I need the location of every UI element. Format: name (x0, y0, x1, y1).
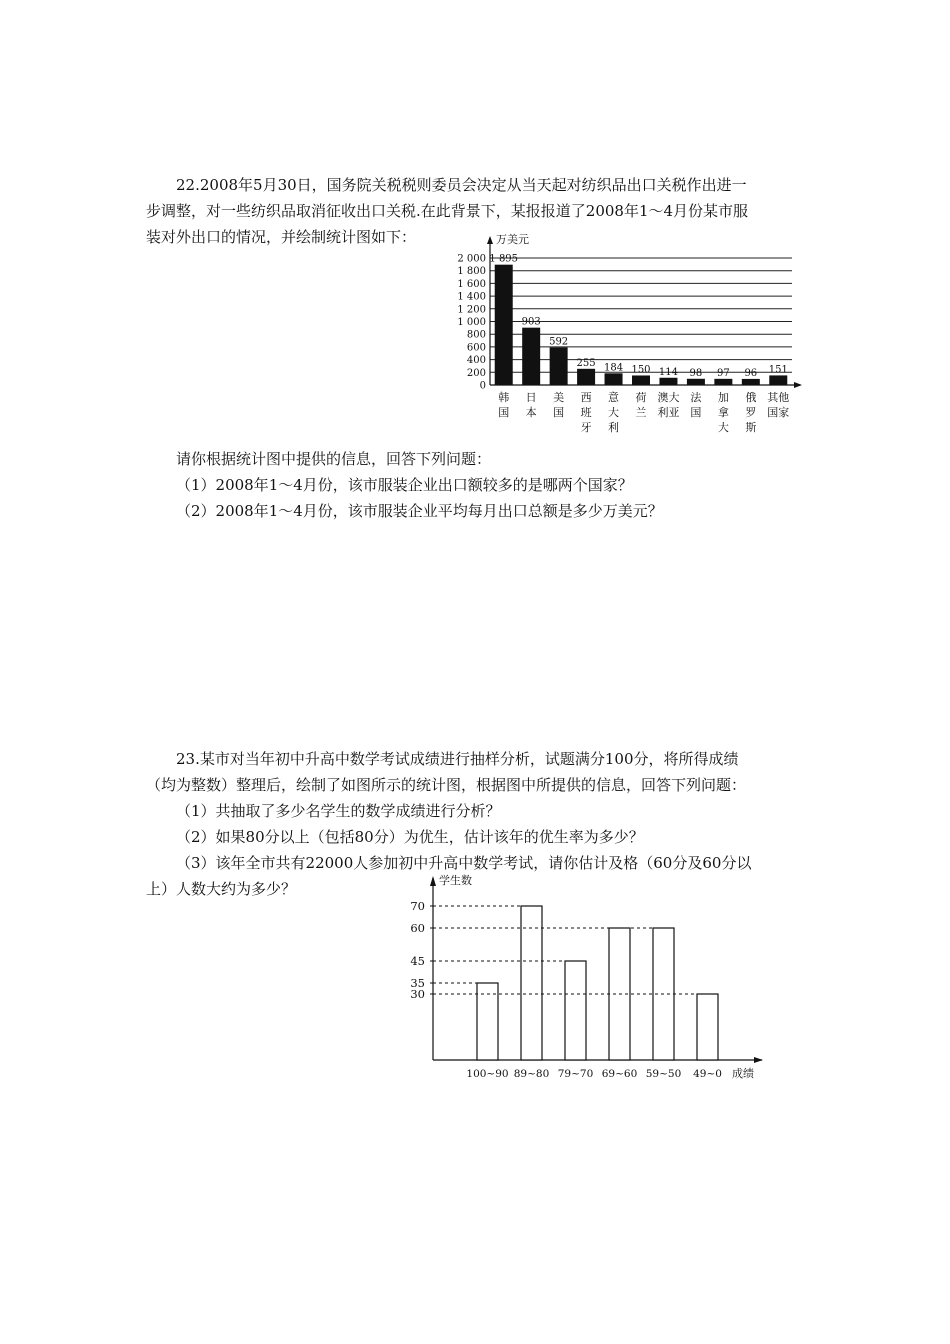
x-tick-label: 利 (608, 421, 620, 434)
x-tick-label: 俄 (745, 391, 757, 404)
x-tick-label: 罗 (745, 406, 757, 419)
y-tick-label: 1 800 (457, 266, 486, 278)
q23-question-2: （2）如果80分以上（包括80分）为优生，估计该年的优生率为多少？ (176, 828, 644, 846)
histogram-bar (477, 983, 498, 1060)
y-tick-label: 2 000 (457, 253, 486, 265)
x-tick-label: 加 (717, 391, 729, 404)
y-tick-label: 0 (479, 380, 486, 392)
q23-intro-line2: （均为整数）整理后，绘制了如图所示的统计图，根据图中所提供的信息，回答下列问题： (146, 776, 747, 794)
q22-intro-line2: 步调整，对一些纺织品取消征收出口关税.在此背景下，某报报道了2008年1～4月份某市服 (146, 202, 749, 220)
bar-value-label: 903 (521, 316, 541, 328)
x-axis-label: 成绩 (732, 1067, 754, 1080)
x-tick-label: 大 (717, 421, 729, 434)
bar-value-label: 150 (631, 364, 651, 376)
x-tick-label: 大 (608, 406, 620, 419)
bar (742, 379, 760, 385)
bar (605, 373, 623, 385)
x-tick-label: 法 (690, 391, 702, 404)
x-tick-label: 其他 (767, 391, 790, 404)
x-tick-label: 班 (580, 406, 592, 419)
x-tick-label: 意 (608, 391, 620, 404)
x-tick-label: 79~70 (557, 1068, 594, 1080)
y-axis-arrow (430, 876, 436, 886)
y-tick-label: 45 (410, 954, 425, 968)
bar (714, 379, 732, 385)
bar (550, 347, 568, 385)
x-tick-label: 澳大 (657, 391, 680, 404)
y-tick-label: 1 000 (457, 317, 486, 328)
y-axis-label: 万美元 (496, 233, 529, 246)
bar-value-label: 255 (576, 357, 596, 369)
x-tick-label: 牙 (580, 421, 592, 434)
x-tick-label: 日 (525, 391, 537, 404)
bar-value-label: 1 895 (489, 253, 519, 265)
export-bar-chart (430, 228, 810, 440)
x-tick-label: 荷 (635, 391, 647, 404)
q22-intro-line3: 装对外出口的情况，并绘制统计图如下： (146, 228, 417, 246)
q22-intro-line1: 22.2008年5月30日，国务院关税税则委员会决定从当天起对纺织品出口关税作出进一 (176, 176, 747, 194)
x-tick-label: 国家 (767, 406, 790, 419)
x-tick-label: 69~60 (601, 1068, 638, 1080)
bar-value-label: 97 (716, 367, 730, 379)
q22-prompt: 请你根据统计图中提供的信息，回答下列问题： (176, 450, 492, 468)
x-tick-label: 斯 (745, 421, 757, 434)
bar-value-label: 151 (768, 364, 788, 376)
x-tick-label: 兰 (635, 406, 647, 419)
bar-value-label: 96 (744, 367, 758, 379)
bar (495, 265, 513, 385)
bar-value-label: 592 (549, 336, 569, 348)
q23-question-3-line2: 上）人数大约为多少？ (146, 880, 297, 898)
bar (659, 378, 677, 385)
x-tick-label: 西 (580, 391, 592, 404)
q23-question-1: （1）共抽取了多少名学生的数学成绩进行分析？ (176, 802, 501, 820)
y-tick-label: 60 (410, 921, 425, 935)
q22-question-2: （2）2008年1～4月份，该市服装企业平均每月出口总额是多少万美元？ (176, 502, 663, 520)
y-tick-label: 30 (410, 987, 425, 1001)
x-tick-label: 国 (690, 406, 702, 419)
histogram-bar (565, 961, 586, 1060)
y-tick-label: 35 (410, 976, 425, 990)
q23-question-3-line1: （3）该年全市共有22000人参加初中升高中数学考试，请你估计及格（60分及60分以 (176, 854, 752, 872)
bar-value-label: 98 (689, 367, 703, 379)
x-tick-label: 拿 (717, 406, 729, 419)
bar-value-label: 114 (658, 366, 679, 378)
y-axis-label: 学生数 (439, 874, 472, 887)
y-tick-label: 400 (466, 355, 486, 367)
bar (522, 328, 540, 385)
bar (577, 369, 595, 385)
x-tick-label: 59~50 (645, 1068, 682, 1080)
y-tick-label: 200 (466, 367, 486, 379)
q22-question-1: （1）2008年1～4月份，该市服装企业出口额较多的是哪两个国家？ (176, 476, 633, 494)
y-tick-label: 800 (466, 329, 486, 341)
x-tick-label: 利亚 (657, 406, 680, 419)
score-histogram (400, 868, 780, 1083)
x-tick-label: 本 (525, 406, 537, 419)
y-tick-label: 600 (466, 342, 486, 354)
x-tick-label: 韩 (498, 391, 510, 404)
y-tick-label: 1 600 (457, 278, 486, 290)
x-tick-label: 国 (498, 406, 510, 419)
q22-questions (146, 446, 808, 524)
x-tick-label: 89~80 (513, 1068, 550, 1080)
y-tick-label: 70 (410, 899, 425, 913)
histogram-bar (697, 994, 718, 1060)
bar-value-label: 184 (603, 362, 624, 374)
x-tick-label: 国 (553, 406, 565, 419)
q23-intro-line1: 23.某市对当年初中升高中数学考试成绩进行抽样分析，试题满分100分，将所得成绩 (176, 750, 739, 768)
x-tick-label: 100~90 (466, 1068, 509, 1080)
bar (769, 375, 787, 385)
y-tick-label: 1 400 (457, 291, 486, 303)
x-tick-label: 49~0 (693, 1068, 722, 1080)
y-tick-label: 1 200 (457, 304, 486, 316)
bar (632, 375, 650, 385)
bar (687, 379, 705, 385)
x-axis-arrow (794, 382, 802, 388)
histogram-bar (521, 906, 542, 1060)
x-axis-arrow (754, 1057, 763, 1063)
y-axis-arrow (487, 236, 493, 244)
x-tick-label: 美 (553, 391, 565, 404)
